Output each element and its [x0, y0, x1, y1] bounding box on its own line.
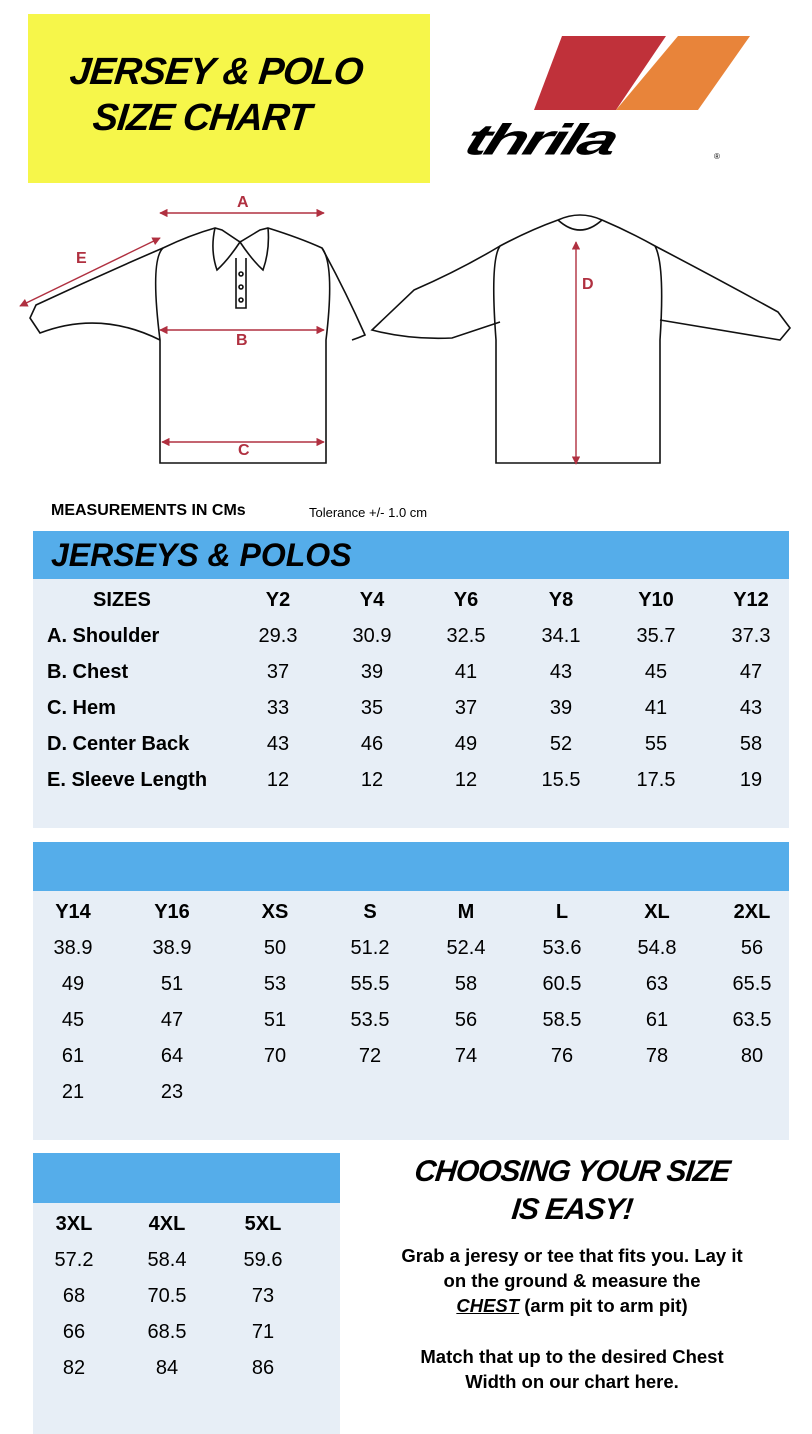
table-cell: 23 — [160, 1081, 184, 1103]
brand-logo — [459, 34, 760, 174]
table-cell: 63.5 — [732, 1009, 772, 1031]
table-cell: 45 — [644, 661, 668, 683]
table-cell: 12 — [266, 769, 290, 791]
table-cell: 56 — [740, 937, 764, 959]
size-header: XS — [261, 901, 289, 923]
table-cell: 58 — [739, 733, 763, 755]
table-cell: 56 — [454, 1009, 478, 1031]
size-header: Y4 — [359, 589, 385, 611]
size-header: 5XL — [244, 1213, 282, 1235]
table-cell: 39 — [360, 661, 384, 683]
row-label: A. Shoulder — [47, 625, 160, 647]
table-cell: 37 — [454, 697, 478, 719]
choosing-title-2: IS EASY! — [510, 1193, 634, 1226]
choosing-title-1: CHOOSING YOUR SIZE — [412, 1155, 732, 1188]
row-label: C. Hem — [47, 697, 116, 719]
table-cell: 49 — [61, 973, 85, 995]
choosing-text-2: on the ground & measure the — [443, 1270, 701, 1291]
tolerance-label: Tolerance +/- 1.0 cm — [309, 505, 428, 520]
table-cell: 53.6 — [542, 937, 582, 959]
brand-stripes-icon — [470, 34, 760, 114]
table-cell: 45 — [61, 1009, 85, 1031]
table-cell: 37.3 — [731, 625, 771, 647]
table-cell: 57.2 — [54, 1249, 94, 1271]
table1-title-bar — [33, 531, 789, 579]
label-a: A — [237, 194, 249, 211]
label-c: C — [238, 442, 250, 459]
table-cell: 61 — [61, 1045, 85, 1067]
table-cell: 72 — [358, 1045, 382, 1067]
table-cell: 38.9 — [53, 937, 93, 959]
size-header: Y8 — [548, 589, 574, 611]
table-cell: 73 — [251, 1285, 275, 1307]
table-cell: 78 — [645, 1045, 669, 1067]
choosing-text-5: Width on our chart here. — [465, 1371, 679, 1392]
table-cell: 71 — [251, 1321, 275, 1343]
table-cell: 49 — [454, 733, 478, 755]
table-cell: 33 — [266, 697, 290, 719]
table-cell: 74 — [454, 1045, 478, 1067]
table-cell: 84 — [155, 1357, 179, 1379]
label-b: B — [236, 332, 248, 349]
size-header: Y6 — [453, 589, 479, 611]
table-cell: 43 — [266, 733, 290, 755]
table-cell: 70.5 — [147, 1285, 187, 1307]
table1-panel — [33, 579, 789, 828]
table-cell: 47 — [160, 1009, 184, 1031]
brand-wordmark: thrila — [459, 115, 622, 164]
table-cell: 52.4 — [446, 937, 486, 959]
back-shirt-outline — [372, 215, 790, 463]
table-cell: 39 — [549, 697, 573, 719]
registered-mark: ® — [714, 152, 720, 161]
table-cell: 12 — [360, 769, 384, 791]
size-header: 4XL — [148, 1213, 186, 1235]
table-cell: 41 — [454, 661, 478, 683]
table-cell: 38.9 — [152, 937, 192, 959]
table-cell: 58.5 — [542, 1009, 582, 1031]
table-cell: 51 — [263, 1009, 287, 1031]
table-cell: 34.1 — [541, 625, 581, 647]
title-line-1: JERSEY & POLO — [67, 51, 365, 93]
size-header: Y12 — [733, 589, 769, 611]
table-cell: 17.5 — [636, 769, 676, 791]
garment-diagram — [0, 190, 812, 480]
table2-bar — [33, 842, 789, 891]
size-header: 2XL — [733, 901, 771, 923]
table-cell: 51 — [160, 973, 184, 995]
table-cell: 35 — [360, 697, 384, 719]
table-cell: 29.3 — [258, 625, 298, 647]
table-cell: 68 — [62, 1285, 86, 1307]
table-cell: 32.5 — [446, 625, 486, 647]
label-d: D — [582, 276, 594, 293]
table-cell: 55 — [644, 733, 668, 755]
title-box — [28, 14, 430, 183]
size-header: Y16 — [154, 901, 190, 923]
size-header: Y10 — [638, 589, 674, 611]
arrow-e — [20, 238, 160, 306]
choosing-text-3 — [352, 1293, 792, 1318]
table3-panel — [33, 1203, 340, 1434]
table-cell: 68.5 — [147, 1321, 187, 1343]
table-cell: 52 — [549, 733, 573, 755]
table1-title: JERSEYS & POLOS — [51, 537, 352, 573]
table-cell: 59.6 — [243, 1249, 283, 1271]
choosing-text-3-rest: (arm pit to arm pit) — [519, 1295, 688, 1316]
size-header: S — [363, 901, 377, 923]
choosing-text-1: Grab a jeresy or tee that fits you. Lay it — [401, 1245, 743, 1266]
table-cell: 37 — [266, 661, 290, 683]
table-cell: 63 — [645, 973, 669, 995]
choosing-text-4: Match that up to the desired Chest — [420, 1346, 724, 1367]
row-label: E. Sleeve Length — [47, 769, 208, 791]
size-header: L — [555, 901, 569, 923]
table3-bar — [33, 1153, 340, 1203]
size-header: 3XL — [55, 1213, 93, 1235]
chest-emphasis: CHEST — [456, 1295, 520, 1316]
table-cell: 58 — [454, 973, 478, 995]
table-cell: 76 — [550, 1045, 574, 1067]
title-line-2: SIZE CHART — [90, 97, 313, 139]
table-cell: 47 — [739, 661, 763, 683]
label-e: E — [76, 250, 87, 267]
table-cell: 30.9 — [352, 625, 392, 647]
table-cell: 43 — [739, 697, 763, 719]
row-label: D. Center Back — [47, 733, 190, 755]
table-cell: 65.5 — [732, 973, 772, 995]
table-cell: 61 — [645, 1009, 669, 1031]
table-cell: 82 — [62, 1357, 86, 1379]
table-cell: 19 — [739, 769, 763, 791]
table-cell: 60.5 — [542, 973, 582, 995]
table-cell: 21 — [61, 1081, 85, 1103]
table-cell: 53 — [263, 973, 287, 995]
table-cell: 46 — [360, 733, 384, 755]
table-cell: 55.5 — [350, 973, 390, 995]
size-header: M — [457, 901, 475, 923]
size-header: Y14 — [55, 901, 91, 923]
table-cell: 50 — [263, 937, 287, 959]
table-cell: 53.5 — [350, 1009, 390, 1031]
table-cell: 58.4 — [147, 1249, 187, 1271]
table-cell: 35.7 — [636, 625, 676, 647]
measurements-label: MEASUREMENTS IN CMs — [51, 502, 246, 519]
table2-panel — [33, 891, 789, 1140]
table-cell: 70 — [263, 1045, 287, 1067]
table-cell: 12 — [454, 769, 478, 791]
size-header: XL — [644, 901, 670, 923]
table-cell: 43 — [549, 661, 573, 683]
table-cell: 86 — [251, 1357, 275, 1379]
table-cell: 15.5 — [541, 769, 581, 791]
choosing-section — [352, 1153, 792, 1413]
table-cell: 80 — [740, 1045, 764, 1067]
table-cell: 64 — [160, 1045, 184, 1067]
table-cell: 41 — [644, 697, 668, 719]
row-label: B. Chest — [47, 661, 129, 683]
sizes-header: SIZES — [93, 589, 151, 611]
table-cell: 66 — [62, 1321, 86, 1343]
table-cell: 54.8 — [637, 937, 677, 959]
size-header: Y2 — [265, 589, 291, 611]
table-cell: 51.2 — [350, 937, 390, 959]
